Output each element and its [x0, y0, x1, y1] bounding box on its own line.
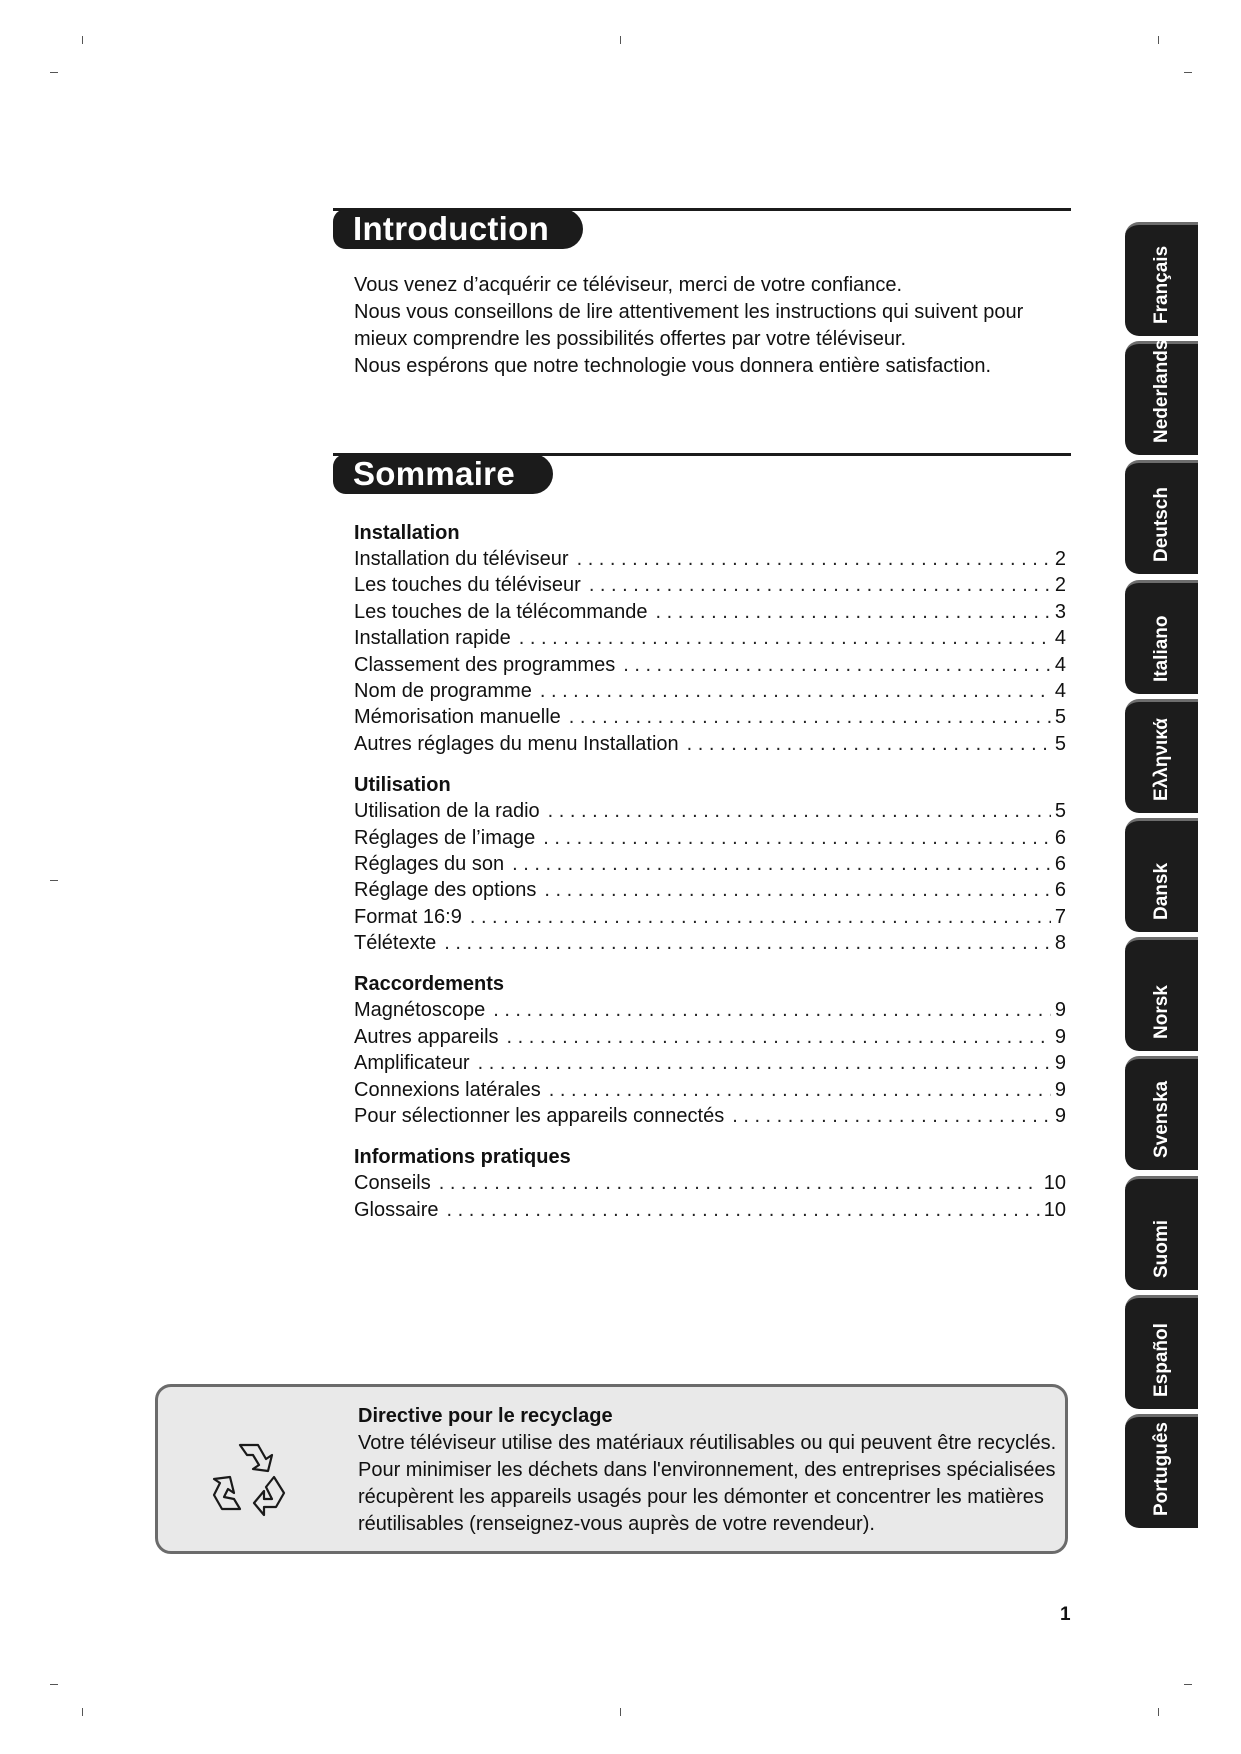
language-tab[interactable]	[1125, 341, 1198, 455]
toc-entry[interactable]	[354, 930, 1066, 956]
toc-entry[interactable]	[354, 704, 1066, 730]
toc-leader-dots	[507, 1024, 1051, 1050]
toc-entry[interactable]	[354, 904, 1066, 930]
toc-leader-dots	[549, 1077, 1051, 1103]
toc-group-title: Informations pratiques	[354, 1146, 571, 1169]
crop-mark	[50, 72, 58, 73]
toc-entry-label: Mémorisation manuelle	[354, 706, 561, 729]
toc-entry-page: 9	[1054, 999, 1066, 1022]
toc-entry[interactable]	[354, 1077, 1066, 1103]
crop-mark	[1184, 1684, 1192, 1685]
intro-line: Nous vous conseillons de lire attentivement les instructions qui suivent pour mieux comprendre les possibilités offertes par votre téléviseur.	[354, 301, 1024, 350]
toc-leader-dots	[687, 731, 1051, 757]
toc-entry-label: Réglages de l’image	[354, 826, 536, 849]
toc-entry-label: Format 16:9	[354, 905, 462, 928]
introduction-text	[354, 272, 1074, 380]
toc-entry-label: Autres appareils	[354, 1025, 499, 1048]
toc-entry-page: 9	[1054, 1105, 1066, 1128]
toc-leader-dots	[623, 652, 1051, 678]
toc-entry-page: 9	[1054, 1025, 1066, 1048]
toc-entry[interactable]	[354, 599, 1066, 625]
toc-entry-page: 9	[1054, 1052, 1066, 1075]
toc-entry[interactable]	[354, 731, 1066, 757]
toc-entry-page: 7	[1054, 905, 1066, 928]
toc-leader-dots	[543, 825, 1051, 851]
toc-entry-page: 3	[1054, 600, 1066, 623]
toc-entry-label: Autres réglages du menu Installation	[354, 732, 679, 755]
language-tab[interactable]	[1125, 1176, 1198, 1290]
toc-group	[354, 772, 1066, 956]
language-tab[interactable]	[1125, 222, 1198, 336]
toc-entry-page: 4	[1054, 653, 1066, 676]
toc-entry-page: 9	[1054, 1078, 1066, 1101]
toc-entry-label: Glossaire	[354, 1198, 439, 1221]
toc-leader-dots	[519, 625, 1051, 651]
toc-leader-dots	[589, 572, 1051, 598]
introduction-header	[333, 208, 1071, 252]
toc-entry[interactable]	[354, 625, 1066, 651]
toc-entry[interactable]	[354, 546, 1066, 572]
toc-leader-dots	[540, 678, 1051, 704]
intro-line: Vous venez d’acquérir ce téléviseur, merci de votre confiance.	[354, 274, 903, 296]
intro-line: Nous espérons que notre technologie vous donnera entière satisfaction.	[354, 355, 992, 377]
language-tab-label: Norsk	[1150, 985, 1172, 1040]
toc-leader-dots	[446, 1197, 1039, 1223]
toc-entry[interactable]	[354, 1197, 1066, 1223]
language-tab-label: Deutsch	[1150, 487, 1172, 563]
language-tab[interactable]	[1125, 1295, 1198, 1409]
language-tab-label: Português	[1150, 1422, 1172, 1516]
toc-entry[interactable]	[354, 1050, 1066, 1076]
toc-leader-dots	[544, 877, 1051, 903]
crop-mark	[50, 880, 58, 881]
language-tab-label: Español	[1150, 1322, 1172, 1397]
recycling-line: Votre téléviseur utilise des matériaux réutilisables ou qui peuvent être recyclés.	[358, 1432, 1057, 1454]
language-tab[interactable]	[1125, 1056, 1198, 1170]
crop-mark	[82, 36, 83, 44]
introduction-title: Introduction	[333, 209, 583, 249]
crop-mark	[1158, 1708, 1159, 1716]
toc-entry[interactable]	[354, 1024, 1066, 1050]
toc-group-title: Raccordements	[354, 973, 505, 996]
toc-leader-dots	[493, 997, 1051, 1023]
toc-entry-page: 2	[1054, 548, 1066, 570]
table-of-contents	[354, 520, 1066, 1238]
toc-entry-page: 5	[1054, 800, 1066, 823]
language-tab[interactable]	[1125, 460, 1198, 574]
toc-leader-dots	[478, 1050, 1051, 1076]
toc-leader-dots	[656, 599, 1051, 625]
toc-leader-dots	[732, 1103, 1051, 1129]
crop-mark	[1184, 72, 1192, 73]
language-tab-label: Suomi	[1150, 1219, 1172, 1278]
toc-entry-label: Amplificateur	[354, 1052, 470, 1075]
language-tab[interactable]	[1125, 818, 1198, 932]
crop-mark	[620, 36, 621, 44]
toc-entry[interactable]	[354, 572, 1066, 598]
toc-entry-label: Réglage des options	[354, 879, 537, 902]
recycling-line: récupèrent les appareils usagés pour les démonter et concentrer les matières	[358, 1486, 1044, 1508]
language-tab-label: Dansk	[1150, 862, 1172, 920]
toc-leader-dots	[548, 798, 1051, 824]
toc-leader-dots	[577, 546, 1051, 572]
toc-entry[interactable]	[354, 877, 1066, 903]
toc-entry-page: 6	[1054, 879, 1066, 902]
toc-entry[interactable]	[354, 798, 1066, 824]
toc-entry-page: 10	[1043, 1172, 1066, 1195]
toc-group-title: Utilisation	[354, 774, 451, 797]
toc-entry-label: Réglages du son	[354, 852, 505, 875]
toc-entry-label: Les touches du téléviseur	[354, 574, 581, 597]
toc-entry-label: Nom de programme	[354, 679, 532, 702]
toc-entry-label: Classement des programmes	[354, 653, 616, 676]
toc-entry-page: 6	[1054, 852, 1066, 875]
toc-group	[354, 1144, 1066, 1223]
toc-leader-dots	[470, 904, 1051, 930]
crop-mark	[50, 1684, 58, 1685]
toc-entry-label: Les touches de la télécommande	[354, 600, 648, 623]
toc-entry[interactable]	[354, 1103, 1066, 1129]
toc-entry[interactable]	[354, 851, 1066, 877]
language-tab-label: Nederlands	[1150, 339, 1172, 444]
recycling-notice	[155, 1384, 1068, 1554]
recycle-icon	[210, 1437, 290, 1517]
toc-entry-label: Connexions latérales	[354, 1078, 541, 1101]
toc-group-title: Installation	[354, 522, 460, 544]
toc-entry-page: 8	[1054, 932, 1066, 955]
recycling-text	[358, 1403, 1058, 1538]
recycling-line: réutilisables (renseignez-vous auprès de votre revendeur).	[358, 1513, 875, 1535]
page-number: 1	[1060, 1604, 1071, 1625]
toc-entry-page: 6	[1054, 826, 1066, 849]
toc-entry-label: Magnétoscope	[354, 999, 486, 1022]
toc-entry-page: 4	[1054, 627, 1066, 650]
recycling-title: Directive pour le recyclage	[358, 1405, 613, 1427]
toc-entry[interactable]	[354, 678, 1066, 704]
language-tab-label: Italiano	[1150, 615, 1172, 682]
toc-leader-dots	[439, 1170, 1040, 1196]
crop-mark	[620, 1708, 621, 1716]
toc-entry[interactable]	[354, 997, 1066, 1023]
language-tab[interactable]	[1125, 699, 1198, 813]
language-tab-label: Français	[1150, 245, 1172, 324]
crop-mark	[82, 1708, 83, 1716]
toc-entry-page: 5	[1054, 706, 1066, 729]
toc-entry[interactable]	[354, 652, 1066, 678]
toc-entry-page: 4	[1054, 679, 1066, 702]
toc-leader-dots	[569, 704, 1051, 730]
toc-group	[354, 520, 1066, 757]
language-tab-label: Svenska	[1150, 1081, 1172, 1159]
language-tab[interactable]	[1125, 580, 1198, 694]
sommaire-header	[333, 453, 1071, 497]
toc-entry-label: Télétexte	[354, 932, 437, 955]
sommaire-title: Sommaire	[333, 454, 553, 494]
crop-mark	[1158, 36, 1159, 44]
toc-entry-label: Installation rapide	[354, 627, 511, 650]
toc-entry[interactable]	[354, 825, 1066, 851]
toc-entry-page: 2	[1054, 574, 1066, 597]
language-tab[interactable]	[1125, 937, 1198, 1051]
toc-leader-dots	[444, 930, 1051, 956]
toc-entry-page: 10	[1043, 1198, 1066, 1221]
recycling-line: Pour minimiser les déchets dans l'environnement, des entreprises spécialisées	[358, 1459, 1056, 1481]
toc-entry-label: Pour sélectionner les appareils connectés	[354, 1105, 725, 1128]
toc-entry-label: Utilisation de la radio	[354, 800, 540, 823]
toc-entry-page: 5	[1054, 732, 1066, 755]
toc-leader-dots	[512, 851, 1051, 877]
toc-entry-label: Installation du téléviseur	[354, 548, 569, 570]
toc-entry[interactable]	[354, 1170, 1066, 1196]
toc-entry-label: Conseils	[354, 1172, 431, 1195]
toc-group	[354, 971, 1066, 1129]
language-tab-label: Ελληνικά	[1150, 717, 1172, 801]
language-tab[interactable]	[1125, 1414, 1198, 1528]
